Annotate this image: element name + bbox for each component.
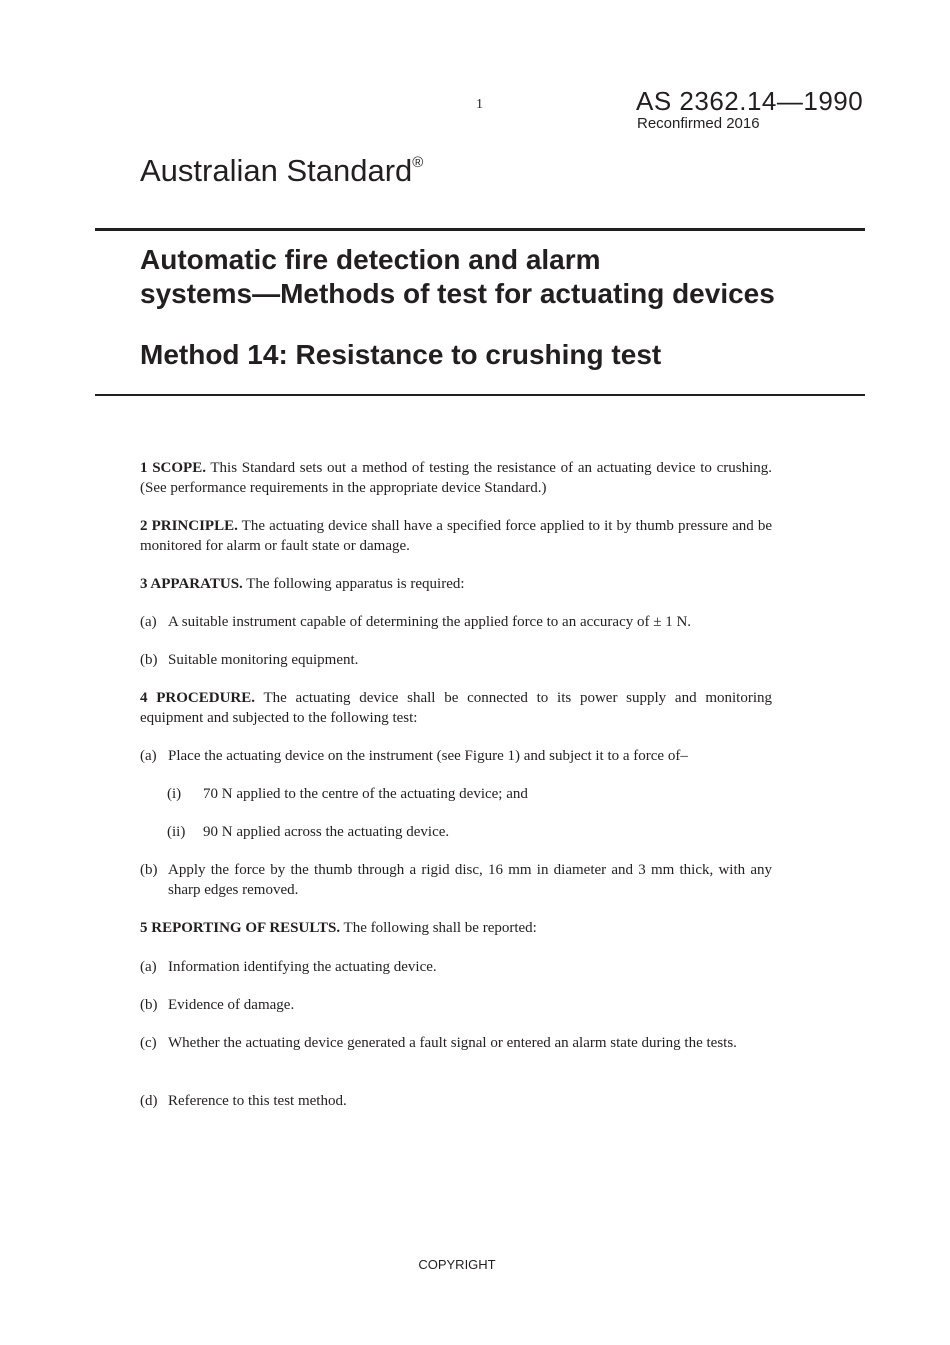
list-item-label: (a)	[140, 748, 157, 764]
list-item-label: (a)	[140, 614, 157, 630]
sub-list-item-text: 70 N applied to the centre of the actuating device; and	[203, 786, 528, 802]
sub-list-item-label: (i)	[167, 786, 182, 802]
list-item-label: (c)	[140, 1035, 157, 1051]
list-item-text: Evidence of damage.	[168, 997, 295, 1013]
method-title: Method 14: Resistance to crushing test	[140, 339, 662, 370]
list-item-text: Apply the force by the thumb through a rigid disc, 16 mm in diameter and 3 mm thick, with any sharp edges removed.	[168, 862, 772, 898]
title-line-1: Automatic fire detection and alarm	[140, 244, 601, 275]
list-item	[140, 612, 772, 632]
reconfirmed-label: Reconfirmed 2016	[637, 115, 760, 132]
list-item-label: (b)	[140, 862, 158, 878]
procedure-text: The actuating device shall be connected to its power supply and monitoring equipment and subjected to the following test:	[140, 690, 772, 726]
page-number: 1	[476, 97, 483, 112]
list-item-label: (b)	[140, 652, 158, 668]
list-item-text: A suitable instrument capable of determining the applied force to an accuracy of ± 1 N.	[168, 614, 692, 630]
procedure-heading: 4 PROCEDURE.	[140, 690, 255, 706]
list-item	[140, 1091, 772, 1111]
sub-list-item-text: 90 N applied across the actuating device.	[203, 824, 450, 840]
registered-mark: ®	[412, 154, 424, 171]
sub-list-item-label: (ii)	[167, 824, 186, 840]
apparatus-paragraph	[140, 574, 772, 594]
scope-paragraph	[140, 458, 772, 498]
sub-list-item	[167, 784, 767, 804]
list-item-text: Suitable monitoring equipment.	[168, 652, 359, 668]
list-item-text: Whether the actuating device generated a fault signal or entered an alarm state during the tests.	[168, 1035, 737, 1051]
reporting-text: The following shall be reported:	[340, 920, 537, 936]
list-item-label: (b)	[140, 997, 158, 1013]
list-item-text: Information identifying the actuating device.	[168, 959, 437, 975]
list-item-text: Place the actuating device on the instrument (see Figure 1) and subject it to a force of–	[168, 748, 688, 764]
reporting-paragraph	[140, 918, 772, 938]
list-item	[140, 1033, 772, 1053]
standard-number: AS 2362.14—1990	[636, 86, 864, 116]
title-line-2: systems—Methods of test for actuating devices	[140, 278, 775, 309]
scope-heading: 1 SCOPE.	[140, 460, 206, 476]
principle-paragraph	[140, 516, 772, 556]
list-item	[140, 957, 772, 977]
brand-text: Australian Standard	[140, 153, 413, 188]
list-item-text: Reference to this test method.	[168, 1093, 347, 1109]
list-item-label: (d)	[140, 1093, 158, 1109]
principle-text: The actuating device shall have a specified force applied to it by thumb pressure and be monitored for alarm or fault state or damage.	[140, 518, 772, 554]
document-title	[140, 243, 860, 311]
title-rule-bottom	[95, 394, 865, 396]
list-item	[140, 746, 772, 766]
principle-heading: 2 PRINCIPLE.	[140, 518, 238, 534]
sub-list-item	[167, 822, 767, 842]
reporting-heading: 5 REPORTING OF RESULTS.	[140, 920, 341, 936]
title-rule-top	[95, 228, 865, 231]
procedure-paragraph	[140, 688, 772, 728]
apparatus-heading: 3 APPARATUS.	[140, 576, 243, 592]
list-item	[140, 995, 772, 1015]
list-item	[140, 650, 772, 670]
copyright-footer: COPYRIGHT	[418, 1257, 496, 1272]
list-item	[140, 860, 772, 900]
scope-text: This Standard sets out a method of testing the resistance of an actuating device to crushing. (See performance requirements in the appropriate device Standard.)	[140, 460, 772, 496]
brand-title	[140, 153, 423, 189]
list-item-label: (a)	[140, 959, 157, 975]
apparatus-text: The following apparatus is required:	[242, 576, 465, 592]
